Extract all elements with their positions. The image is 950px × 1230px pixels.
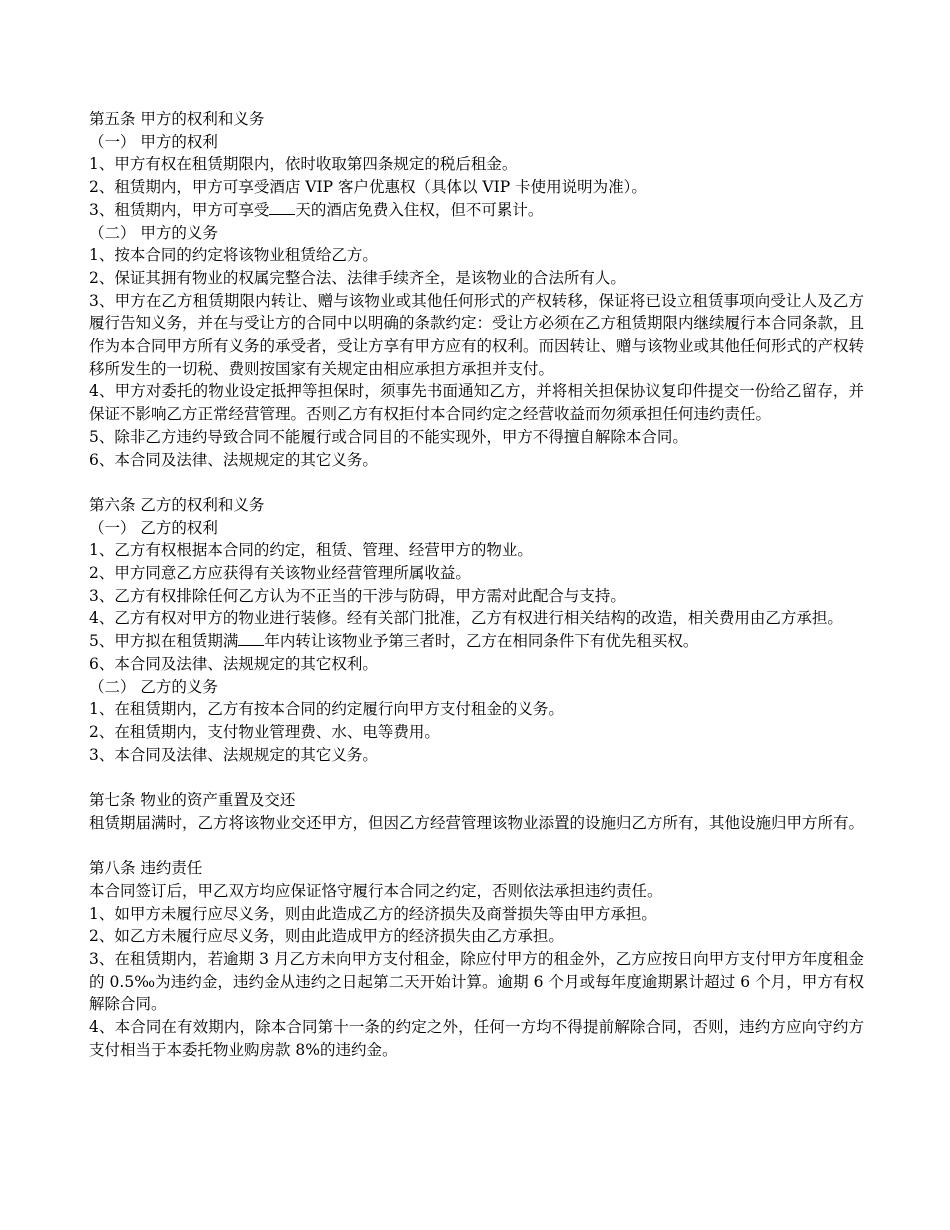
article-5-subheading-duties: （二） 甲方的义务	[89, 223, 218, 242]
article-7-title: 第七条 物业的资产重置及交还	[89, 791, 296, 810]
article-5-duty-5: 5、除非乙方违约导致合同不能履行或合同目的不能实现外，甲方不得擅自解除本合同。	[89, 427, 688, 446]
article-5-duty-2: 2、保证其拥有物业的权属完整合法、法律手续齐全，是该物业的合法所有人。	[89, 268, 626, 287]
article-8-title: 第八条 违约责任	[89, 859, 203, 878]
section-spacer	[89, 471, 864, 494]
article-6-right-5	[89, 630, 864, 653]
article-6-right-4: 4、乙方有权对甲方的物业进行装修。经有关部门批准，乙方有权进行相关结构的改造，相关费用由乙方承担。	[89, 609, 843, 628]
article-5-right-3-end: 天的酒店免费入住权，但不可累计。	[295, 200, 544, 219]
article-6-right-5-end: 年内转让该物业予第三者时，乙方在相同条件下有优先租买权。	[264, 632, 699, 651]
article-6-subheading-rights: （一） 乙方的权利	[89, 518, 218, 537]
article-6-duty-3: 3、本合同及法律、法规规定的其它义务。	[89, 745, 378, 764]
fill-in-blank	[269, 199, 295, 215]
section-spacer	[89, 834, 864, 857]
section-spacer	[89, 766, 864, 789]
article-8-clause-3: 3、在租赁期内，若逾期 3 月乙方未向甲方支付租金，除应付甲方的租金外，乙方应按日向甲方支付甲方年度租金的 0.5‰为违约金，违约金从违约之日起第二天开始计算。逾期 6 个月或每年度逾期累计超过 6 个月，甲方有权解除合同。	[89, 949, 864, 1014]
article-5-subheading-rights: （一） 甲方的权利	[89, 132, 218, 151]
article-5-duty-6: 6、本合同及法律、法规规定的其它义务。	[89, 450, 378, 469]
article-6-title: 第六条 乙方的权利和义务	[89, 495, 265, 514]
article-7-paragraph: 租赁期届满时，乙方将该物业交还甲方，但因乙方经营管理该物业添置的设施归乙方所有，其他设施归甲方所有。	[89, 813, 865, 832]
fill-in-blank	[238, 630, 264, 646]
article-5-right-1: 1、甲方有权在租赁期限内，依时收取第四条规定的税后租金。	[89, 155, 518, 174]
article-6-right-2: 2、甲方同意乙方应获得有关该物业经营管理所属收益。	[89, 564, 471, 583]
article-5-duty-3: 3、甲方在乙方租赁期限内转让、赠与该物业或其他任何形式的产权转移，保证将已设立租赁事项向受让人及乙方履行告知义务，并在与受让方的合同中以明确的条款约定：受让方必须在乙方租赁期限内继续履行本合同条款，且作为本合同甲方所有义务的承受者，受让方享有甲方应有的权利。而因转让、赠与该物业或其他任何形式的产权转移所发生的一切税、费则按国家有关规定由相应承担方承担并支付。	[89, 291, 865, 378]
document-page	[89, 108, 864, 1061]
article-6-duty-2: 2、在租赁期内，支付物业管理费、水、电等费用。	[89, 722, 440, 741]
article-8-intro: 本合同签订后，甲乙双方均应保证恪守履行本合同之约定，否则依法承担违约责任。	[89, 881, 663, 900]
article-6-right-6: 6、本合同及法律、法规规定的其它权利。	[89, 654, 378, 673]
article-6-duty-1: 1、在租赁期内，乙方有按本合同的约定履行向甲方支付租金的义务。	[89, 700, 564, 719]
article-6-right-1: 1、乙方有权根据本合同的约定，租赁、管理、经营甲方的物业。	[89, 541, 533, 560]
article-8-clause-1: 1、如甲方未履行应尽义务，则由此造成乙方的经济损失及商誉损失等由甲方承担。	[89, 904, 657, 923]
article-5-duty-4: 4、甲方对委托的物业设定抵押等担保时，须事先书面通知乙方，并将相关担保协议复印件提交一份给乙留存，并保证不影响乙方正常经营管理。否则乙方有权拒付本合同约定之经营收益而勿须承担任何违约责任。	[89, 382, 864, 424]
article-5-right-3-start: 3、租赁期内，甲方可享受	[89, 200, 270, 219]
article-5-right-2: 2、租赁期内，甲方可享受酒店 VIP 客户优惠权（具体以 VIP 卡使用说明为准）。	[89, 178, 647, 197]
article-5-duty-1: 1、按本合同的约定将该物业租赁给乙方。	[89, 246, 378, 265]
article-6-subheading-duties: （二） 乙方的义务	[89, 677, 218, 696]
article-5-title: 第五条 甲方的权利和义务	[89, 110, 265, 128]
article-8-clause-2: 2、如乙方未履行应尽义务，则由此造成甲方的经济损失由乙方承担。	[89, 927, 564, 946]
article-5-right-3	[89, 199, 864, 222]
article-6-right-3: 3、乙方有权排除任何乙方认为不正当的干涉与防碍，甲方需对此配合与支持。	[89, 586, 626, 605]
article-8-clause-4: 4、本合同在有效期内，除本合同第十一条的约定之外，任何一方均不得提前解除合同，否则，违约方应向守约方支付相当于本委托物业购房款 8%的违约金。	[89, 1018, 864, 1059]
article-6-right-5-start: 5、甲方拟在租赁期满	[89, 632, 239, 651]
